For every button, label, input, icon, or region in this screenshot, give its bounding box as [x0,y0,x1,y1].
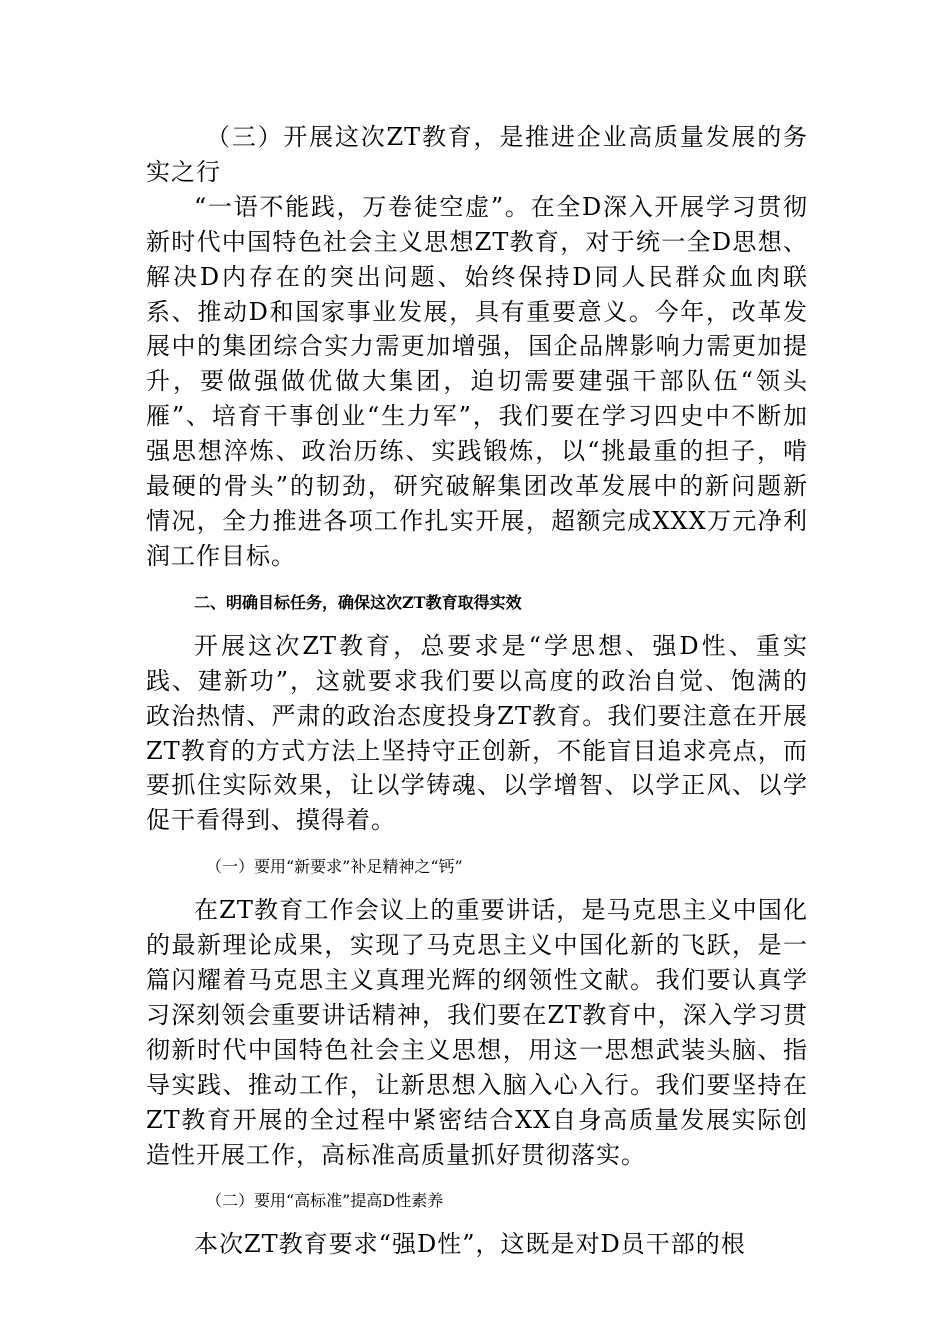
paragraph: 开展这次ZT教育，总要求是“学思想、强D性、重实践、建新功”，这就要求我们要以高度的政治自觉、饱满的政治热情、严肃的政治态度投身ZT教育。我们要注意在开展ZT教育的方式方法上坚持守正创新，不能盲目追求亮点，而要抓住实际效果，让以学铸魂、以学增智、以学正风、以学促干看得到、摸得着。 [146,631,808,835]
document-body [146,120,808,1262]
subsection-heading-2: （二）要用“高标准”提高D性素养 [206,1191,444,1211]
section-heading-2: 二、明确目标任务，确保这次ZT教育取得实效 [194,592,522,612]
subsection-heading-1: （一）要用“新要求”补足精神之“钙” [206,857,463,877]
subsection-heading-3: （三）开展这次ZT教育，是推进企业高质量发展的务实之行 [146,123,808,186]
paragraph: 在ZT教育工作会议上的重要讲话，是马克思主义中国化的最新理论成果，实现了马克思主义中国化新的飞跃，是一篇闪耀着马克思主义真理光辉的纲领性文献。我们要认真学习深刻领会重要讲话精神，我们要在ZT教育中，深入学习贯彻新时代中国特色社会主义思想，用这一思想武装头脑、指导实践、推动工作，让新思想入脑入心入行。我们要坚持在ZT教育开展的全过程中紧密结合XX自身高质量发展实际创造性开展工作，高标准高质量抓好贯彻落实。 [146,896,808,1169]
paragraph: 本次ZT教育要求“强D性”，这既是对D员干部的根 [194,1230,746,1259]
paragraph: “一语不能践，万卷徒空虚”。在全D深入开展学习贯彻新时代中国特色社会主义思想ZT教育，对于统一全D思想、解决D内存在的突出问题、始终保持D同人民群众血肉联系、推动D和国家事业发展，具有重要意义。今年，改革发展中的集团综合实力需更加增强，国企品牌影响力需更加提升，要做强做优做大集团，迫切需要建强干部队伍“领头雁”、培育干事创业“生力军”，我们要在学习四史中不断加强思想淬炼、政治历练、实践锻炼，以“挑最重的担子，啃最硬的骨头”的韧劲，研究破解集团改革发展中的新问题新情况，全力推进各项工作扎实开展，超额完成XXX万元净利润工作目标。 [146,192,808,570]
